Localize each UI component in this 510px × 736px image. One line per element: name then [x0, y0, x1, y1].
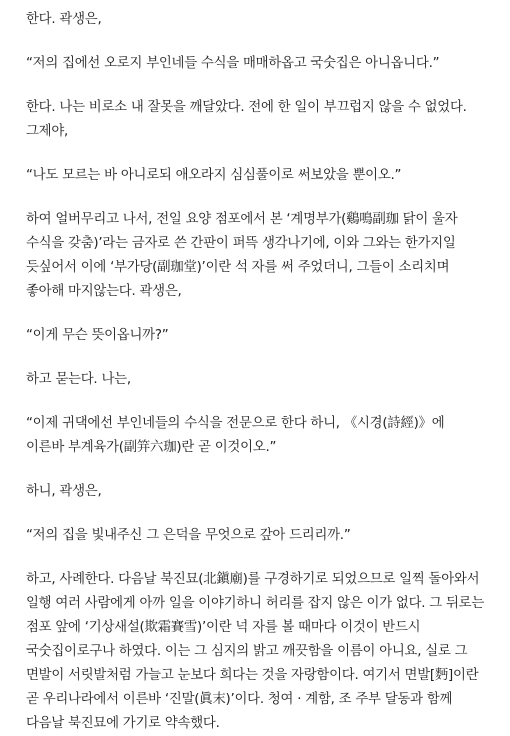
- paragraph-2: “저의 집에선 오로지 부인네들 수식을 매매하옵고 국숫집은 아니옵니다.”: [26, 56, 440, 71]
- paragraph-5: 하여 얼버무리고 나서, 전일 요양 점포에서 본 ‘계명부가(鷄鳴副珈 닭이 울자 수식을 갖춤)’라는 금자로 쓴 간판이 퍼뜩 생각나기에, 이와 그와는 한가지일 듯싶어서 이에 ‘부가당(副珈堂)’이란 석 자를 써 주었더니, 그들이 소리치며 좋아해 마지않는다. 곽생은,: [26, 212, 458, 299]
- paragraph-8: “이제 귀댁에선 부인네들의 수식을 전문으로 한다 하니, 《시경(詩經)》에 이른바 부계육가(副笄六珈)란 곧 이것이오.”: [26, 416, 445, 455]
- paragraph-11: 하고, 사례한다. 다음날 북진묘(北鎭廟)를 구경하기로 되었으므로 일찍 돌아와서 일행 여러 사람에게 아까 일을 이야기하니 허리를 잡지 않은 이가 없다. 그 뒤로는 점포 앞에 ‘기상새설(欺霜賽雪)’이란 넉 자를 볼 때마다 이것이 반드시 국숫집이로구나 하였다. 이는 그 심지의 밝고 깨끗함을 이름이 아니요, 실로 그 면발이 서릿발처럼 가늘고 눈보다 희다는 것을 자랑함이다. 여기서 면발[麪]이란 곧 우리나라에서 이른바 ‘진말(眞末)’이다. 청여 · 계함, 조 주부 달동과 함께 다음날 북진묘에 가기로 약속했다.: [26, 572, 485, 731]
- paragraph-10: “저의 집을 빛내주신 그 은덕을 무엇으로 갚아 드리리까.”: [26, 528, 351, 543]
- paragraph-6: “이게 무슨 뜻이옵니까?”: [26, 328, 169, 343]
- paragraph-7: 하고 묻는다. 나는,: [26, 372, 131, 387]
- paragraph-4: “나도 모르는 바 아니로되 애오라지 심심풀이로 써보았을 뿐이오.”: [26, 168, 402, 183]
- paragraph-3: 한다. 나는 비로소 내 잘못을 깨달았다. 전에 한 일이 부끄럽지 않을 수 없었다. 그제야,: [26, 100, 467, 139]
- paragraph-1: 한다. 곽생은,: [26, 12, 102, 27]
- paragraph-9: 하니, 곽생은,: [26, 484, 102, 499]
